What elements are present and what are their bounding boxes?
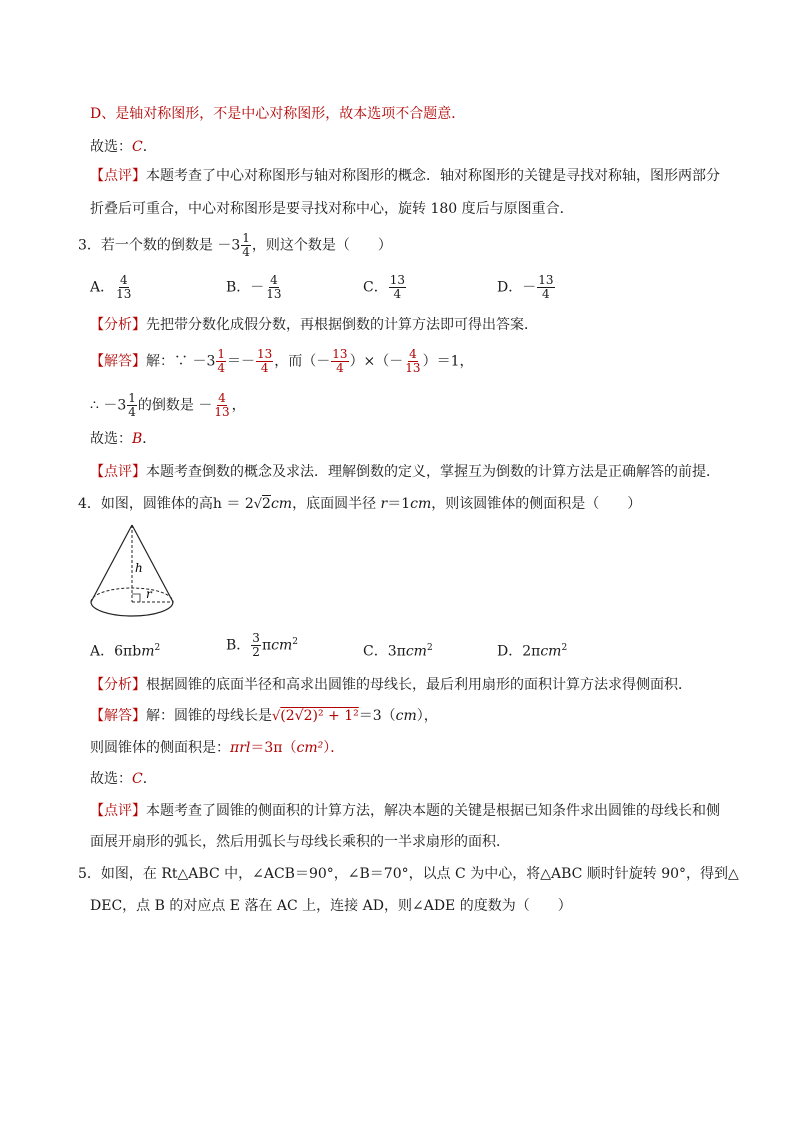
answer-choice: C [132,139,143,155]
q3-therefore: ∴ －3 $\frac{1}{4}$ 的倒数是 － $\frac{4}{13}$ ， [90,391,246,419]
cone-height-label: h [135,561,143,575]
q4-option-d: D．2πcm$^2$ [497,643,568,660]
q4-option-c: C．3πcm$^2$ [363,643,433,660]
q4-stem: 4．如图，圆锥体的高h ＝ 2√2cm，底面圆半径 r＝1cm，则该圆锥体的侧面积是（ ） [78,496,642,512]
q3-stem [78,232,392,259]
q4-lateral: 则圆锥体的侧面积是：πrl＝3π（cm²）． [90,740,345,756]
q3-solution: 【解答】解：∵ －3 $\frac{1}{4}$ ＝－ $\frac{13}{4}$ ，而（－ $\frac{13}{4}$ ）×（－ $\frac{4}{13}$ ）＝1， [90,347,474,375]
q5-stem: 5．如图，在 Rt△ABC 中，∠ACB＝90°，∠B＝70°，以点 C 为中心，将△ABC 顺时针旋转 90°，得到△ [78,866,739,882]
q4-solution: 【解答】解：圆锥的母线长是√(2√2)² + 1²＝3（cm）， [90,708,438,724]
answer-suffix: ． [142,139,157,155]
q3-option-b: B．－ $\frac{4}{13}$ [226,273,282,301]
q3-option-a: A． $\frac{4}{13}$ [90,273,132,301]
q3-stem-tail: ，则这个数是（ ） [251,237,392,254]
q3-option-d: D．－ $\frac{13}{4}$ [497,273,554,301]
q4-analysis: 【分析】根据圆锥的底面半径和高求出圆锥的母线长，最后利用扇形的面积计算方法求得侧面积． [90,677,692,693]
q3-mixed-fraction: $\frac{1}{4}$ [242,231,250,259]
q5-stem-2: DEC，点 B 的对应点 E 落在 AC 上，连接 AD，则∠ADE 的度数为（ ） [90,898,572,914]
q3-option-c: C． $\frac{13}{4}$ [363,273,405,301]
comment-text: 本题考查了中心对称图形与轴对称图形的概念．轴对称图形的关键是寻找对称轴，图形两部分 [146,168,720,184]
q3-answer: 故选：B． [90,431,157,447]
comment-line [90,166,720,186]
q4-option-a: A．6πbm$^2$ [90,643,161,660]
cone-figure [88,522,176,620]
q3-stem-text: 3．若一个数的倒数是 －3 [78,237,241,254]
answer-line [90,137,157,157]
comment-line-2: 折叠后可重合，中心对称图形是要寻找对称中心，旋转 180 度后与原图重合． [90,201,574,217]
q4-option-b: B． $\frac{3}{2}$ πcm$^2$ [226,631,298,660]
q4-comment: 【点评】本题考查了圆锥的侧面积的计算方法，解决本题的关键是根据已知条件求出圆锥的母线长和侧 [90,803,720,819]
q4-comment-2: 面展开扇形的弧长，然后用弧长与母线长乘积的一半求扇形的面积． [90,834,510,850]
cone-radius-label: r [146,587,152,601]
q3-comment: 【点评】本题考查倒数的概念及求法．理解倒数的定义，掌握互为倒数的计算方法是正确解答的前提． [90,464,720,480]
answer-prefix: 故选： [90,139,132,155]
q3-analysis: 【分析】先把带分数化成假分数，再根据倒数的计算方法即可得出答案． [90,317,538,333]
option-d-explanation: D、是轴对称图形，不是中心对称图形，故本选项不合题意． [90,106,466,122]
comment-tag: 【点评】 [90,168,146,184]
q4-answer: 故选：C． [90,771,157,787]
